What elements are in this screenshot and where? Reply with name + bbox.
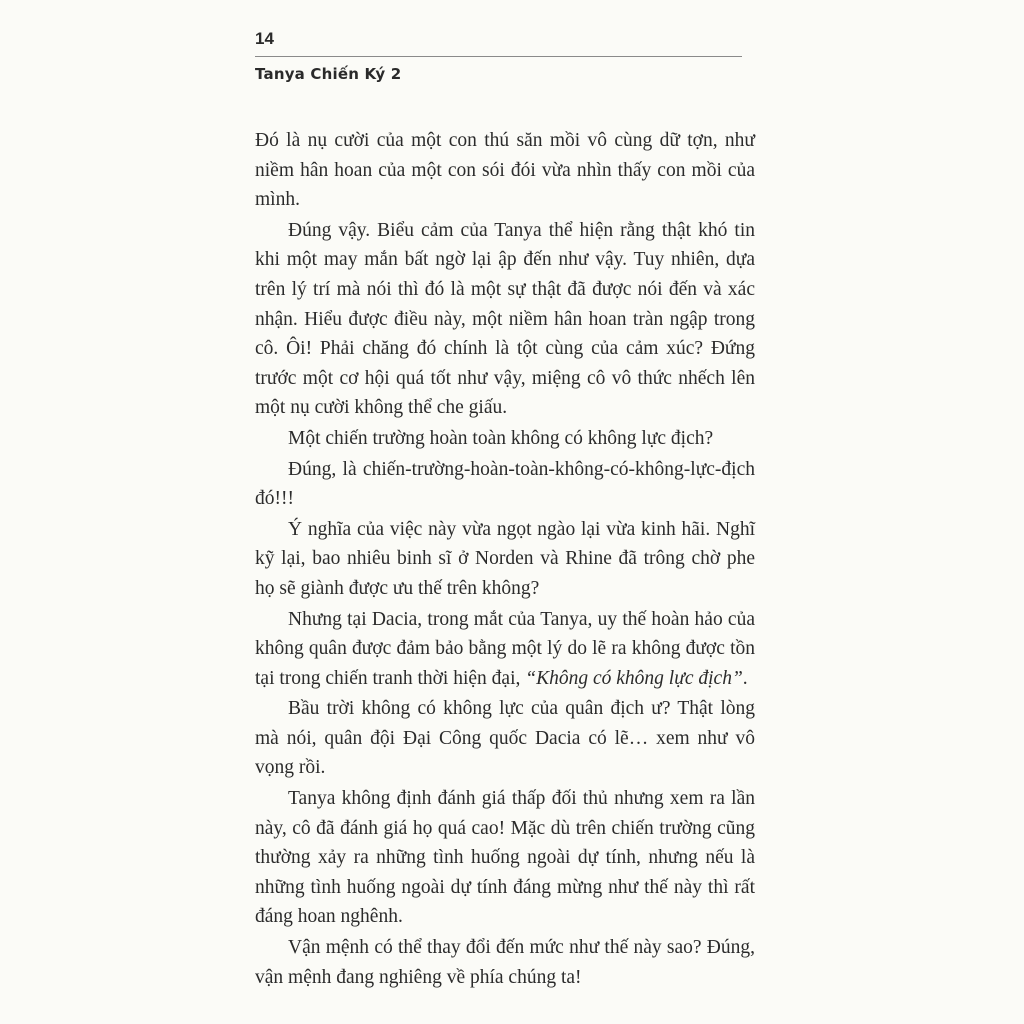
paragraph: Bầu trời không có không lực của quân địch ư? Thật lòng mà nói, quân đội Đại Công quốc Dacia có lẽ… xem như vô vọng rồi. <box>255 698 755 779</box>
paragraph-text: . <box>742 667 748 689</box>
paragraph: Một chiến trường hoàn toàn không có không lực địch? <box>288 427 714 449</box>
paragraph: Tanya không định đánh giá thấp đối thủ nhưng xem ra lần này, cô đã đánh giá họ quá cao! Mặc dù trên chiến trường cũng thường xảy ra những tình huống ngoài dự tính, nhưng nếu là những tình huống ngoài dự tính đáng mừng như thế này thì rất đáng hoan nghênh. <box>255 788 755 928</box>
paragraph: Ý nghĩa của việc này vừa ngọt ngào lại vừa kinh hãi. Nghĩ kỹ lại, bao nhiêu binh sĩ ở Norden và Rhine đã trông chờ phe họ sẽ giành được ưu thế trên không? <box>255 518 755 599</box>
paragraph-dacia <box>255 605 755 694</box>
running-title: Tanya Chiến Ký 2 <box>255 65 402 83</box>
body-text <box>255 126 755 993</box>
page-header <box>255 20 742 83</box>
paragraph: Vận mệnh có thể thay đổi đến mức như thế này sao? Đúng, vận mệnh đang nghiêng về phía chúng ta! <box>255 937 755 988</box>
paragraph: Đúng vậy. Biểu cảm của Tanya thể hiện rằng thật khó tin khi một may mắn bất ngờ lại ập đến như vậy. Tuy nhiên, dựa trên lý trí mà nói thì đó là một sự thật đã được nói đến và xác nhận. Hiểu được điều này, một niềm hân hoan tràn ngập trong cô. Ôi! Phải chăng đó chính là tột cùng của cảm xúc? Đứng trước một cơ hội quá tốt như vậy, miệng cô vô thức nhếch lên một nụ cười không thể che giấu. <box>255 219 755 419</box>
italic-quote: “Không có không lực địch” <box>525 667 743 689</box>
paragraph-text: Nhưng tại Dacia, trong mắt của Tanya, uy thế hoàn hảo của không quân được đảm bảo bằng một lý do lẽ ra không được tồn tại trong chiến tranh thời hiện đại, <box>255 608 755 689</box>
paragraph: Đúng, là chiến-trường-hoàn-toàn-không-có-không-lực-địch đó!!! <box>255 458 755 510</box>
header-divider <box>255 56 742 57</box>
paragraph: Đó là nụ cười của một con thú săn mồi vô cùng dữ tợn, như niềm hân hoan của một con sói đói vừa nhìn thấy con mồi của mình. <box>255 130 755 211</box>
page-number: 14 <box>255 29 274 48</box>
